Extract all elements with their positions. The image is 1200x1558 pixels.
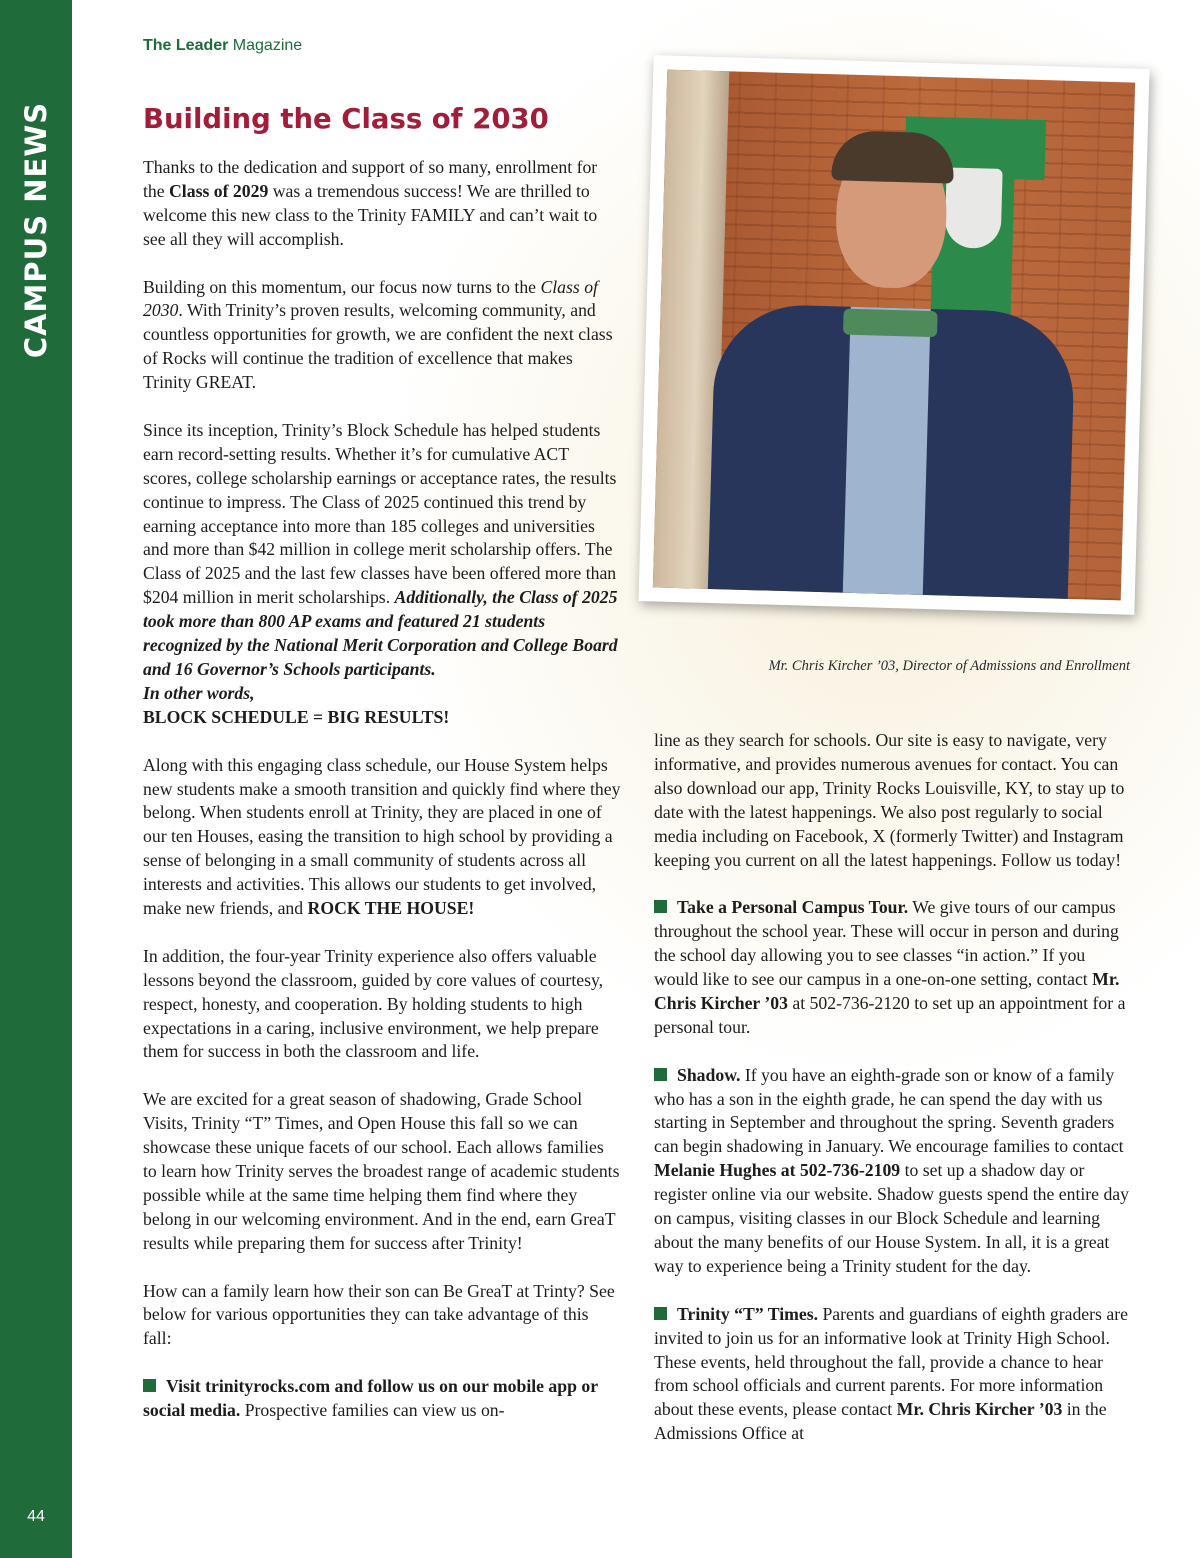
photo-caption: Mr. Chris Kircher ’03, Director of Admissions and Enrollment [768,658,1130,674]
portrait-photo [653,70,1135,601]
text-run: in the Admissions Office at [654,1399,1107,1444]
text-run: If you have an eighth-grade son or know of a family who has a son in the eighth grade, he can spend the day with us starting in September and throughout the spring. Seventh graders can begin shadowing in January. We encourage families to contact [654,1064,1124,1157]
bold-text: BLOCK SCHEDULE = BIG RESULTS! [143,706,450,727]
paragraph-5: In addition, the four-year Trinity experience also offers valuable lessons beyond the classroom, guided by core values of courtesy, respect, honesty, and cooperation. By holding students to high expectations in a caring, inclusive environment, we help prepare them for success in both the classroom and life. [143,945,604,1062]
paragraph-1 [143,156,621,252]
text-run: Building on this momentum, our focus now turns to the [143,276,541,297]
right-column [654,729,1132,1446]
text-run: Parents and guardians of eighth graders are invited to join us for an informative look at Trinity High School. These events, held throughout the fall, provide a chance to hear from school officials and current parents. For more information about these events, please contact [654,1303,1128,1420]
square-bullet-icon [654,1068,667,1081]
section-label: CAMPUS NEWS [19,101,53,359]
text-run: was a tremendous success! We are thrilled to welcome this new class to the Trinity FAMILY and can’t wait to see all they will accomplish. [143,180,598,249]
paragraph-12 [654,1303,1132,1446]
text-run: Along with this engaging class schedule, our House System helps new students make a smooth transition and quickly find where they belong. When students enroll at Trinity, they are placed in one of our ten Houses, easing the transition to high school by providing a sense of belonging in a small community of students across all interests and activities. This allows our students to get involved, make new friends, and [143,754,621,919]
bold-text: Melanie Hughes at 502-736-2109 [654,1160,901,1181]
square-bullet-icon [654,1307,667,1320]
paragraph-7: How can a family learn how their son can Be GreaT at Trinty? See below for various opportunities they can take advantage of this fall: [143,1280,615,1349]
text-run: to set up a shadow day or register online via our website. Shadow guests spend the entire day on campus, visiting classes in our Block Schedule and learning about the many benefits of our House System. In all, it is a great way to experience being a Trinity student for the day. [654,1160,1129,1276]
paragraph-10 [654,896,1132,1039]
sidebar [0,0,72,1558]
left-column [143,156,621,1423]
bold-italic-text: Additionally, the Class of 2025 took more than 800 AP exams and featured 21 students recognized by the National Merit Corporation and College Board and 16 Governor’s Schools participants. [143,587,618,679]
text-run: Prospective families can view us on- [240,1400,505,1421]
paragraph-11 [654,1064,1132,1279]
bold-text: ROCK THE HOUSE! [307,898,475,919]
paragraph-3 [143,419,621,730]
text-run: We give tours of our campus throughout the school year. These will occur in person and during the school day allowing you to see classes “in action.” If you would like to see our campus in a one-on-one setting, contact [654,897,1119,990]
bowtie [843,309,938,338]
bold-text: Mr. Chris Kircher ’03 [896,1399,1063,1420]
paragraph-6: We are excited for a great season of shadowing, Grade School Visits, Trinity “T” Times, and Open House this fall so we can showcase these unique facets of our school. Each allows families to learn how Trinity serves the broadest range of academic students possible while at the same time helping them find where they belong in our welcoming environment. And in the end, earn GreaT results while preparing them for success after Trinity! [143,1089,620,1253]
masthead-regular: Magazine [228,37,303,54]
bold-text: Shadow. [677,1064,741,1085]
italic-text: Class of 2030 [143,276,598,321]
square-bullet-icon [654,900,667,913]
masthead [143,37,302,55]
bold-italic-text: In other words, [143,682,255,703]
photo-frame [638,55,1149,615]
paragraph-4 [143,754,621,921]
square-bullet-icon [143,1379,156,1392]
bold-text: Mr. Chris Kircher ’03 [654,969,1120,1013]
text-run: at 502-736-2120 to set up an appointment for a personal tour. [654,992,1126,1037]
paragraph-2 [143,276,621,396]
paragraph-9: line as they search for schools. Our site is easy to navigate, very informative, and provides numerous avenues for contact. You can also download our app, Trinity Rocks Louisville, KY, to stay up to date with the latest happenings. We also post regularly to social media including on Facebook, X (formerly Twitter) and Instagram keeping you current on all the latest happenings. Follow us today! [654,730,1125,870]
text-run: Thanks to the dedication and support of so many, enrollment for the [143,157,598,201]
text-run: . With Trinity’s proven results, welcoming community, and countless opportunities for growth, we are confident the next class of Rocks will continue the tradition of excellence that makes Trinity GREAT. [143,300,613,393]
bold-text: Take a Personal Campus Tour. [677,897,909,918]
masthead-bold: The Leader [143,37,229,54]
person-silhouette [707,133,1080,600]
paragraph-8 [143,1375,621,1423]
page-title: Building the Class of 2030 [143,103,549,135]
page-number: 44 [27,1508,45,1525]
bold-text: Class of 2029 [169,180,269,201]
bold-text: Visit trinityrocks.com and follow us on our mobile app or social media. [143,1376,598,1421]
text-run: Since its inception, Trinity’s Block Schedule has helped students earn record-setting results. Whether it’s for cumulative ACT scores, college scholarship earnings or acceptance rates, the results continue to impress. The Class of 2025 continued this trend by earning acceptance into more than 185 colleges and universities and more than $42 million in college merit scholarship offers. The Class of 2025 and the last few classes have been offered more than $204 million in merit scholarships. [143,419,617,608]
bold-text: Trinity “T” Times. [677,1303,819,1324]
